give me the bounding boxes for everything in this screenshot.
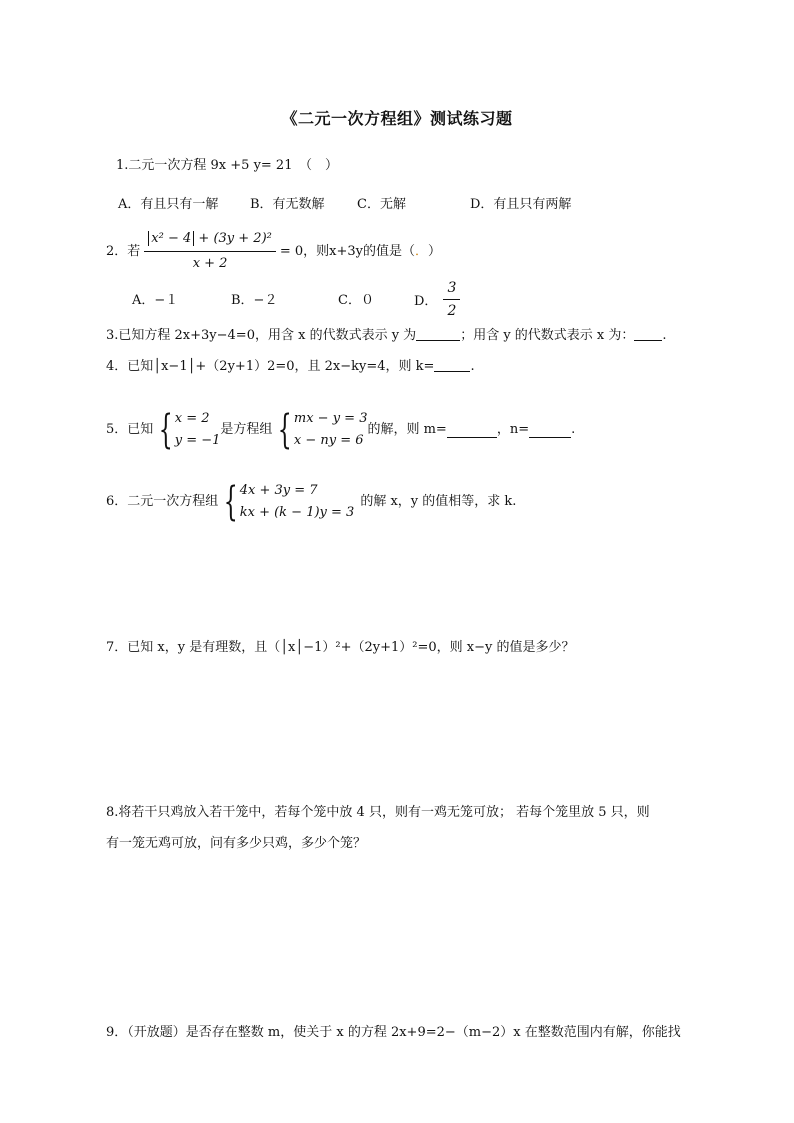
q6-suffix: 的解 x，y 的值相等，求 k. (360, 494, 517, 509)
q3-text-2: ；用含 y 的代数式表示 x 为： (460, 328, 635, 343)
question-8-line-2: 有一笼无鸡可放，问有多少只鸡，多少个笼？ (106, 836, 367, 851)
question-3 (106, 326, 667, 345)
q2-close-paren: ） (428, 243, 442, 259)
q2-denominator: x + 2 (192, 256, 228, 271)
q5-brace-1: { (159, 407, 174, 453)
q3-blank-y (416, 326, 460, 341)
q2-option-c: C．０ (338, 293, 374, 308)
q5-mid: 是方程组 (220, 422, 273, 437)
q5-solution-x: x = 2 (174, 411, 210, 426)
question-9: 9．（开放题）是否存在整数 m，使关于 x 的方程 2x+9=2−（m−2）x 在整数范围内有解，你能找 (106, 1025, 681, 1040)
q5-equation-rows (294, 408, 368, 452)
q2-option-d-denominator: 2 (447, 303, 457, 319)
q3-end: . (662, 328, 667, 343)
q1-option-c: C．无解 (357, 197, 406, 212)
q6-equation-rows (240, 480, 355, 524)
question-1-stem: 1.二元一次方程 9x +5 y= 21 （ ） (116, 158, 338, 173)
q6-brace: { (224, 479, 239, 525)
q5-blank-n (529, 423, 571, 438)
q2-option-a: A．−１ (132, 293, 179, 308)
q5-equation-1: mx − y = 3 (293, 411, 368, 426)
question-8-line-1: 8.将若干只鸡放入若干笼中，若每个笼中放 4 只，则有一鸡无笼可放； 若每个笼里放 5 只，则 (106, 805, 650, 820)
q1-option-a: A．有且只有一解 (118, 197, 219, 212)
question-2-stem (106, 230, 441, 273)
q3-text-1: 3.已知方程 2x+3y−4=0，用含 x 的代数式表示 y 为 (106, 328, 417, 343)
q6-equation-system (218, 480, 354, 524)
q2-prefix: 2．若 (106, 243, 141, 259)
q5-equation-system (272, 408, 367, 452)
q2-numerator (144, 230, 276, 252)
q2-option-d-numerator: 3 (443, 280, 460, 300)
q6-equation-2: kx + (k − 1)y = 3 (239, 505, 355, 520)
question-5 (106, 408, 575, 452)
q5-solution-rows (175, 408, 221, 452)
q2-fraction (144, 230, 276, 273)
page-title: 《二元一次方程组》测试练习题 (281, 109, 513, 128)
q5-suffix: 的解，则 m= (367, 422, 447, 437)
q2-plus: + (198, 231, 210, 246)
q2-option-d-label: D． (414, 294, 438, 309)
q2-option-d-fraction (443, 280, 460, 319)
question-7: 7．已知 x，y 是有理数，且（│x│−1）²+（2y+1）²=0，则 x−y 的值是多少？ (106, 640, 575, 655)
q5-solution-y: y = −1 (174, 433, 221, 448)
q2-dot: ． (415, 243, 429, 259)
q5-n-label: ，n= (496, 422, 530, 437)
q2-square-term: (3y + 2)² (213, 231, 272, 246)
q1-option-d: D．有且只有两解 (470, 197, 572, 212)
q5-end: . (571, 422, 576, 437)
q2-equals-text: = 0，则x+3y的值是（ (279, 243, 415, 259)
q2-option-b: B．−２ (231, 293, 278, 308)
q6-prefix: 6．二元一次方程组 (106, 494, 219, 509)
question-4 (106, 357, 475, 376)
q3-blank-x (634, 326, 662, 341)
q4-text: 4．已知│x−1│+（2y+1）2=0，且 2x−ky=4，则 k= (106, 359, 435, 374)
q2-option-d (414, 280, 460, 319)
q5-solution-system (153, 408, 220, 452)
q6-equation-1: 4x + 3y = 7 (239, 483, 318, 498)
q1-option-b: B．有无数解 (250, 197, 325, 212)
q2-abs-term: x² − 4 (148, 231, 194, 246)
q4-blank-k (434, 357, 470, 372)
q5-prefix: 5．已知 (106, 422, 154, 437)
q5-brace-2: { (278, 407, 293, 453)
q4-end: . (470, 359, 475, 374)
question-6 (106, 480, 516, 524)
q5-equation-2: x − ny = 6 (293, 433, 364, 448)
q5-blank-m (447, 423, 497, 438)
